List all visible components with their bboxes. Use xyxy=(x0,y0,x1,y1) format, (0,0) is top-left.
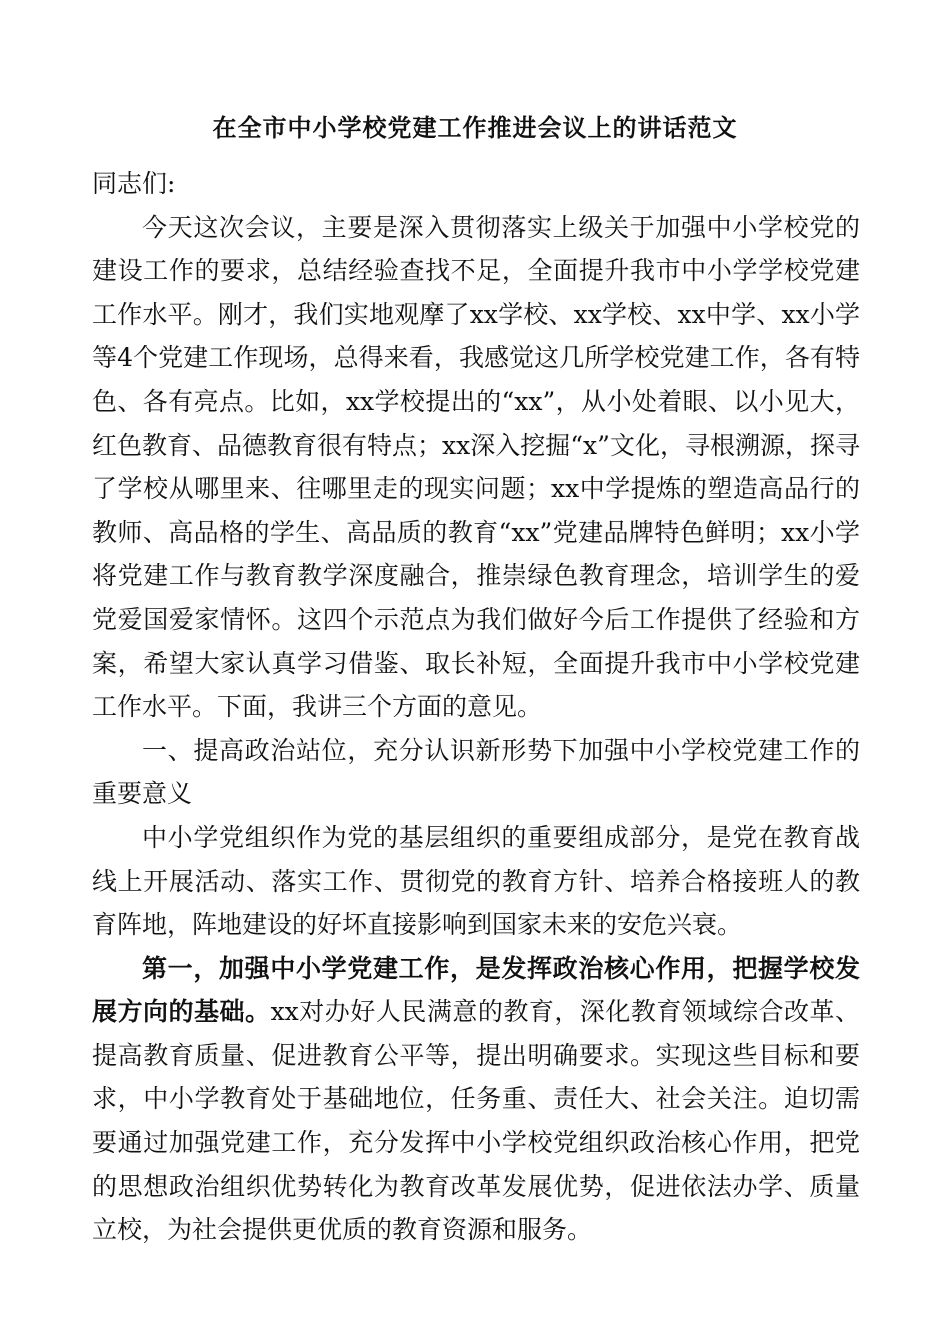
paragraph-intro: 今天这次会议，主要是深入贯彻落实上级关于加强中小学校党的建设工作的要求，总结经验查找不足，全面提升我市中小学学校党建工作水平。刚才，我们实地观摩了xx学校、xx学校、xx中学、xx小学等4个党建工作现场，总得来看，我感觉这几所学校党建工作，各有特色、各有亮点。比如，xx学校提出的“xx”，从小处着眼、以小见大，红色教育、品德教育很有特点；xx深入挖掘“x”文化，寻根溯源，探寻了学校从哪里来、往哪里走的现实问题；xx中学提炼的塑造高品行的教师、高品格的学生、高品质的教育“xx”党建品牌特色鲜明；xx小学将党建工作与教育教学深度融合，推崇绿色教育理念，培训学生的爱党爱国爱家情怀。这四个示范点为我们做好今后工作提供了经验和方案，希望大家认真学习借鉴、取长补短，全面提升我市中小学校党建工作水平。下面，我讲三个方面的意见。 xyxy=(92,212,860,722)
first-point-text: xx对办好人民满意的教育，深化教育领域综合改革、提高教育质量、促进教育公平等，提出明确要求。实现这些目标和要求，中小学教育处于基础地位，任务重、责任大、社会关注。迫切需要通过加强党建工作，充分发挥中小学校党组织政治核心作用，把党的思想政治组织优势转化为教育改革发展优势，促进依法办学、质量立校，为社会提供更优质的教育资源和服务。 xyxy=(92,997,860,1245)
paragraph-party-organization: 中小学党组织作为党的基层组织的重要组成部分，是党在教育战线上开展活动、落实工作、贯彻党的教育方针、培养合格接班人的教育阵地，阵地建设的好坏直接影响到国家未来的安危兴衰。 xyxy=(92,822,860,940)
section-heading-1: 一、提高政治站位，充分认识新形势下加强中小学校党建工作的重要意义 xyxy=(92,735,860,809)
salutation: 同志们: xyxy=(92,169,176,198)
paragraph-first-point xyxy=(92,947,860,1252)
document-title: 在全市中小学校党建工作推进会议上的讲话范文 xyxy=(212,113,738,142)
document-body xyxy=(92,162,860,1252)
first-point-lead: 第一，加强中小学党建工作，是发挥政治核心作用，把握学校发展方向的基础。 xyxy=(92,953,860,1027)
